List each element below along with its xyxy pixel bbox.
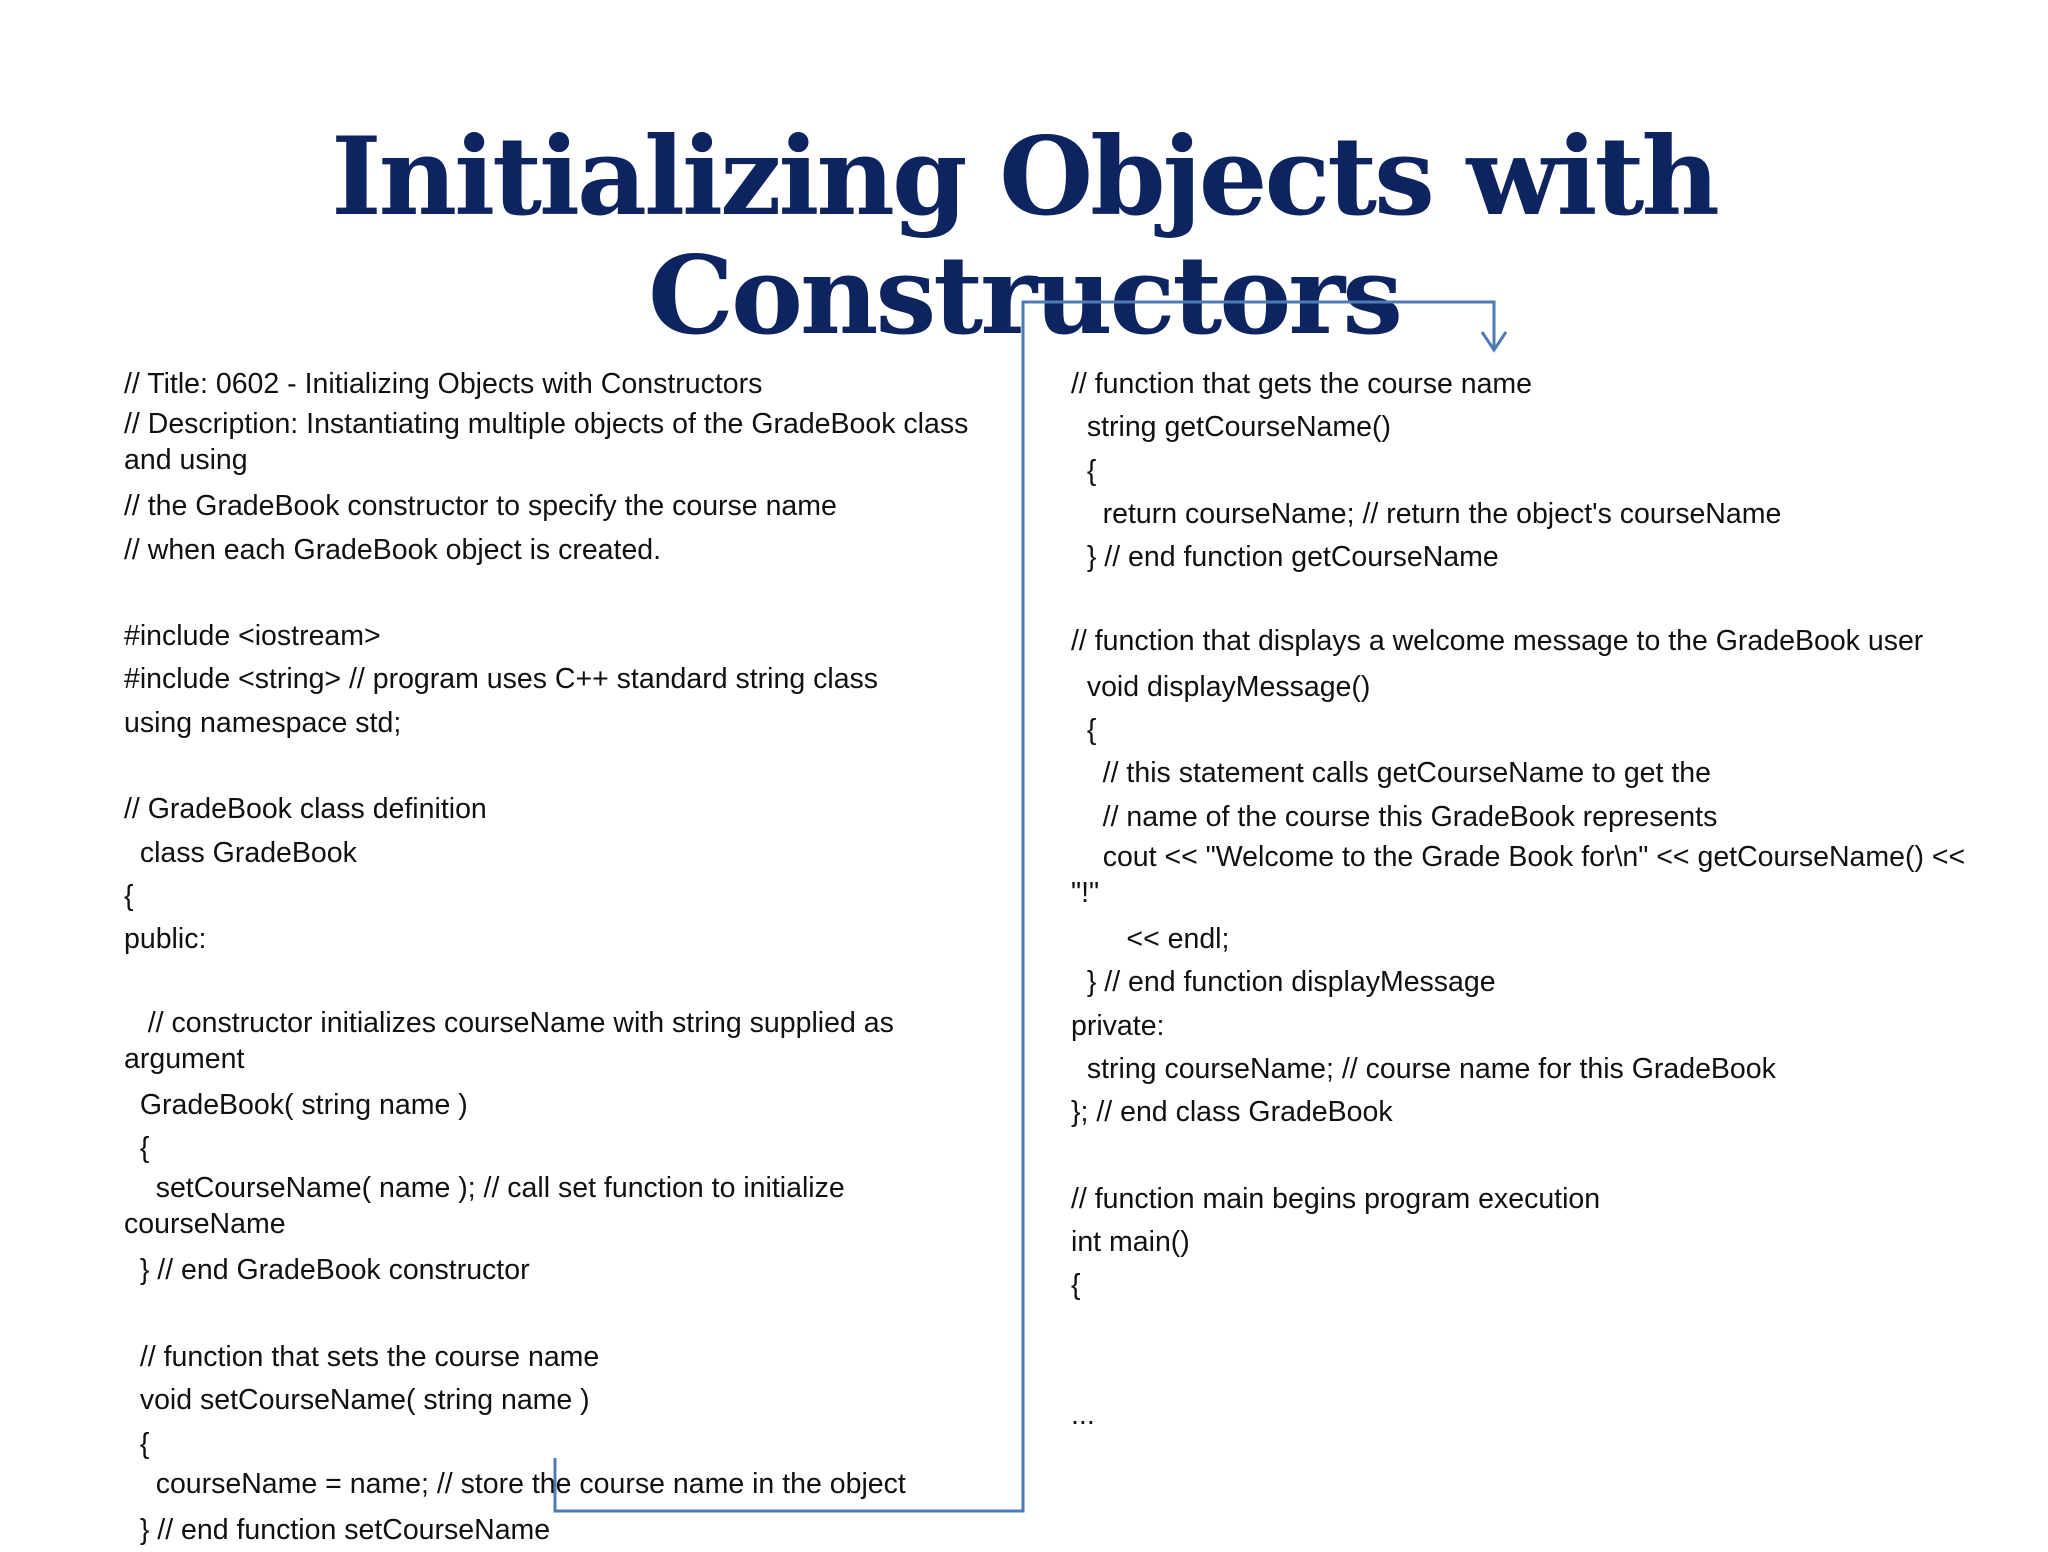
- left-code-line: [124, 962, 1004, 1005]
- right-code-line: int main(): [1071, 1226, 1190, 1259]
- right-code-line: // this statement calls getCourseName to get the: [1071, 757, 1711, 790]
- right-code-line: [1071, 1351, 1971, 1394]
- right-code-line: cout << "Welcome to the Grade Book for\n" << getCourseName() << "!": [1071, 840, 1974, 909]
- left-code-line: // Description: Instantiating multiple objects of the GradeBook class and using: [124, 408, 977, 477]
- left-code-line: // function that sets the course name: [124, 1341, 600, 1374]
- left-code-line: class GradeBook: [124, 836, 357, 869]
- right-code-line: string getCourseName(): [1071, 411, 1391, 444]
- right-code-line: {: [1071, 714, 1097, 747]
- right-code-line: ...: [1071, 1399, 1095, 1432]
- right-code-line: // function that gets the course name: [1071, 368, 1533, 400]
- left-code-line: // Title: 0602 - Initializing Objects with Constructors: [124, 368, 763, 400]
- right-code-line: // name of the course this GradeBook represents: [1071, 800, 1718, 833]
- right-code-line: return courseName; // return the object's courseName: [1071, 497, 1782, 530]
- right-code-line: } // end function getCourseName: [1071, 541, 1499, 574]
- left-code-line: // the GradeBook constructor to specify the course name: [124, 490, 837, 523]
- left-code-line: {: [124, 1132, 150, 1165]
- left-code-line: [124, 745, 1004, 788]
- left-code-line: // GradeBook class definition: [124, 793, 487, 826]
- right-code-line: [1071, 1134, 1971, 1177]
- code-listing-left: [124, 363, 1004, 1552]
- left-code-line: {: [124, 1427, 150, 1460]
- left-code-line: [124, 572, 1004, 615]
- left-code-line: public:: [124, 923, 207, 956]
- left-code-line: GradeBook( string name ): [124, 1088, 468, 1121]
- slide-title: Initializing Objects with Constructors: [331, 114, 1717, 359]
- right-code-line: [1071, 579, 1971, 622]
- right-code-line: [1071, 1308, 1971, 1351]
- left-code-line: #include <string> // program uses C++ standard string class: [124, 663, 879, 696]
- right-code-line: // function main begins program execution: [1071, 1182, 1601, 1215]
- right-code-line: private:: [1071, 1009, 1165, 1042]
- right-code-line: } // end function displayMessage: [1071, 966, 1496, 999]
- left-code-line: // when each GradeBook object is created.: [124, 533, 662, 566]
- right-code-line: << endl;: [1071, 922, 1230, 955]
- left-code-line: void setCourseName( string name ): [124, 1384, 590, 1417]
- left-code-line: courseName = name; // store the course name in the object: [124, 1467, 906, 1500]
- left-code-line: #include <iostream>: [124, 620, 381, 653]
- right-code-line: void displayMessage(): [1071, 670, 1371, 703]
- right-code-line: // function that displays a welcome message to the GradeBook user: [1071, 624, 1924, 657]
- code-listing-right: [1071, 363, 1974, 1438]
- left-code-line: } // end GradeBook constructor: [124, 1254, 530, 1287]
- left-code-line: // constructor initializes courseName with string supplied as argument: [124, 1006, 902, 1075]
- left-code-line: [124, 1293, 1004, 1336]
- left-code-line: {: [124, 879, 134, 912]
- left-code-line: using namespace std;: [124, 706, 402, 739]
- left-code-line: setCourseName( name ); // call set function to initialize courseName: [124, 1172, 853, 1241]
- right-code-line: }; // end class GradeBook: [1071, 1096, 1393, 1129]
- right-code-line: {: [1071, 454, 1097, 487]
- right-code-line: string courseName; // course name for this GradeBook: [1071, 1052, 1776, 1085]
- right-code-line: {: [1071, 1269, 1081, 1302]
- left-code-line: } // end function setCourseName: [124, 1513, 551, 1546]
